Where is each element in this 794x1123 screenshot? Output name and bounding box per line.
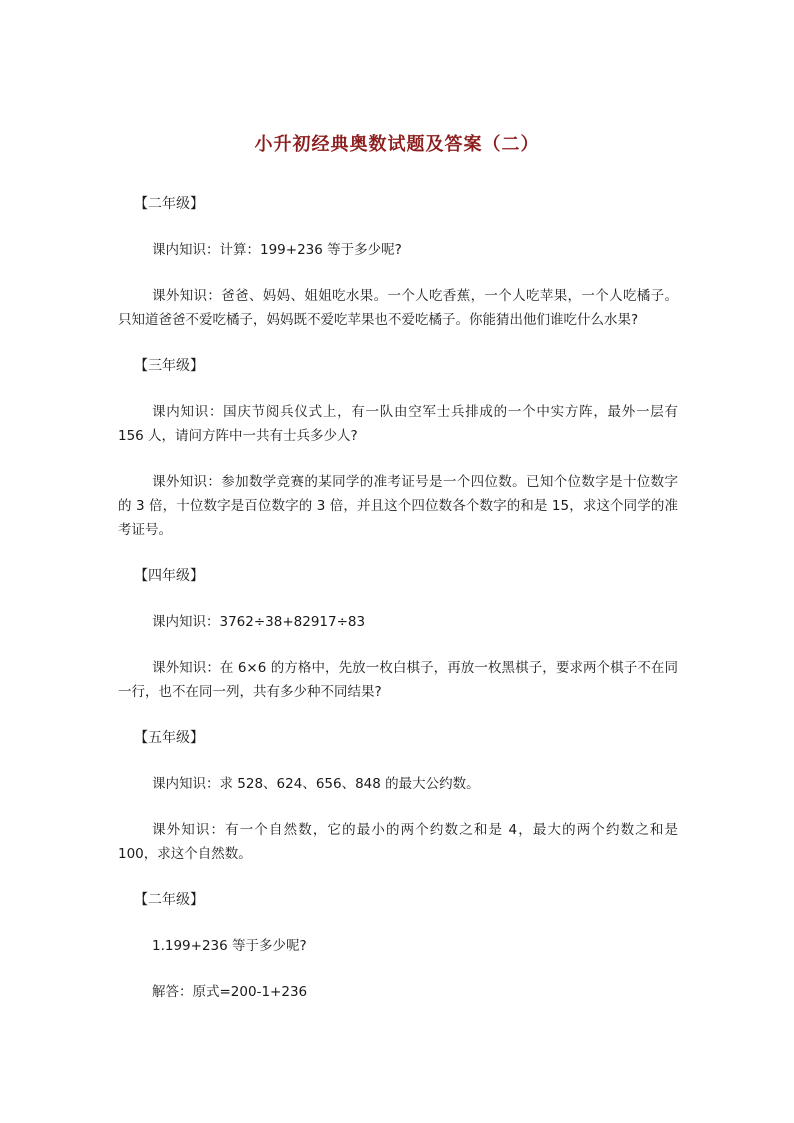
page-title: 小升初经典奥数试题及答案（二） <box>254 134 540 155</box>
section-grade-2 <box>118 192 678 332</box>
section-grade-5 <box>118 726 678 866</box>
grade-heading: 【二年级】 <box>134 892 204 908</box>
paragraph: 课外知识：在 6×6 的方格中，先放一枚白棋子，再放一枚黑棋子，要求两个棋子不在同一行，也不在同一列，共有多少种不同结果? <box>118 660 678 700</box>
document-body <box>118 192 678 1026</box>
paragraph: 课外知识：有一个自然数，它的最小的两个约数之和是 4，最大的两个约数之和是 100，求这个自然数。 <box>118 822 678 862</box>
section-grade-4 <box>118 564 678 704</box>
paragraph: 课内知识：求 528、624、656、848 的最大公约数。 <box>152 776 480 792</box>
paragraph: 课内知识：国庆节阅兵仪式上，有一队由空军士兵排成的一个中实方阵，最外一层有 156 人，请问方阵中一共有士兵多少人? <box>118 404 678 444</box>
paragraph: 解答：原式=200-1+236 <box>152 984 308 1000</box>
grade-heading: 【三年级】 <box>134 358 204 374</box>
grade-heading: 【四年级】 <box>134 568 204 584</box>
paragraph: 课内知识：3762÷38+82917÷83 <box>152 614 366 630</box>
section-grade-3 <box>118 354 678 542</box>
grade-heading: 【二年级】 <box>134 196 204 212</box>
paragraph: 课内知识：计算：199+236 等于多少呢? <box>152 242 402 258</box>
grade-heading: 【五年级】 <box>134 730 204 746</box>
paragraph: 课外知识：参加数学竞赛的某同学的准考证号是一个四位数。已知个位数字是十位数字的 3 倍，十位数字是百位数字的 3 倍，并且这个四位数各个数字的和是 15，求这个同学的准考证号。 <box>118 474 678 538</box>
paragraph: 1.199+236 等于多少呢? <box>152 938 307 954</box>
paragraph: 课外知识：爸爸、妈妈、姐姐吃水果。一个人吃香蕉，一个人吃苹果，一个人吃橘子。只知道爸爸不爱吃橘子，妈妈既不爱吃苹果也不爱吃橘子。你能猜出他们谁吃什么水果? <box>118 288 678 328</box>
section-answers-grade-2 <box>118 888 678 1004</box>
